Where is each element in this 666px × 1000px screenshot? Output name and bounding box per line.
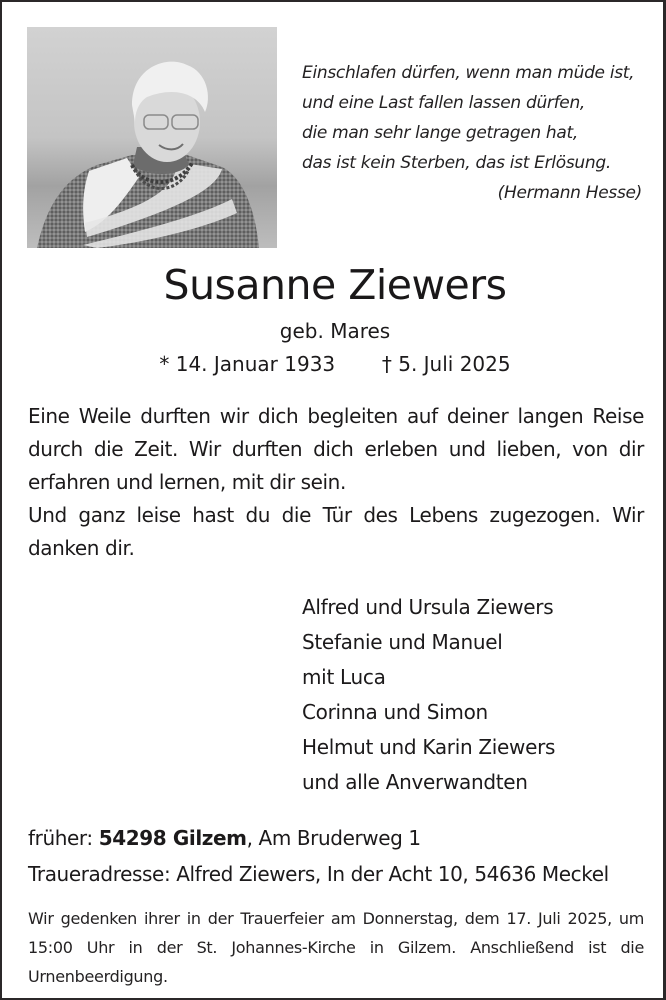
former-address	[28, 820, 648, 856]
farewell-message	[28, 400, 644, 565]
quote-line: die man sehr lange getragen hat,	[302, 123, 578, 143]
quote-line: Einschlafen dürfen, wenn man müde ist,	[302, 63, 635, 83]
former-label: früher:	[28, 826, 93, 850]
mourning-address: Traueradresse: Alfred Ziewers, In der Acht 10, 54636 Meckel	[28, 862, 609, 886]
birth-date: 14. Januar 1933	[175, 352, 336, 376]
memorial-quote	[302, 58, 642, 208]
funeral-info: Wir gedenken ihrer in der Trauerfeier am Donnerstag, dem 17. Juli 2025, um 15:00 Uhr in der St. Johannes-Kirche in Gilzem. Anschließend ist die Urnenbeerdigung.	[28, 909, 644, 986]
death-cross-icon: †	[381, 352, 392, 376]
quote-author: (Hermann Hesse)	[497, 183, 642, 203]
birth-name: geb. Mares	[279, 319, 391, 343]
message-paragraph: Und ganz leise hast du die Tür des Lebens zugezogen. Wir danken dir.	[28, 503, 644, 560]
message-paragraph: Eine Weile durften wir dich begleiten auf deiner langen Reise durch die Zeit. Wir durften dich erleben und lieben, von dir erfahren und lernen, mit dir sein.	[28, 404, 644, 494]
portrait-image	[27, 27, 277, 248]
quote-line: das ist kein Sterben, das ist Erlösung.	[302, 153, 611, 173]
portrait-photo	[27, 27, 277, 248]
address-block	[28, 820, 648, 892]
mourners-list	[302, 590, 555, 800]
deceased-name: Susanne Ziewers	[163, 261, 507, 309]
mourner-line: und alle Anverwandten	[302, 770, 528, 794]
former-place: 54298 Gilzem	[98, 826, 247, 850]
former-street: , Am Bruderweg 1	[246, 826, 421, 850]
quote-line: und eine Last fallen lassen dürfen,	[302, 93, 586, 113]
mourner-line: Helmut und Karin Ziewers	[302, 735, 556, 759]
mourner-line: Stefanie und Manuel	[302, 630, 503, 654]
life-dates	[2, 349, 666, 379]
birth-symbol-icon: *	[159, 352, 170, 376]
mourner-line: Corinna und Simon	[302, 700, 488, 724]
death-date: 5. Juli 2025	[398, 352, 511, 376]
mourner-line: Alfred und Ursula Ziewers	[302, 595, 554, 619]
mourner-line: mit Luca	[302, 665, 386, 689]
